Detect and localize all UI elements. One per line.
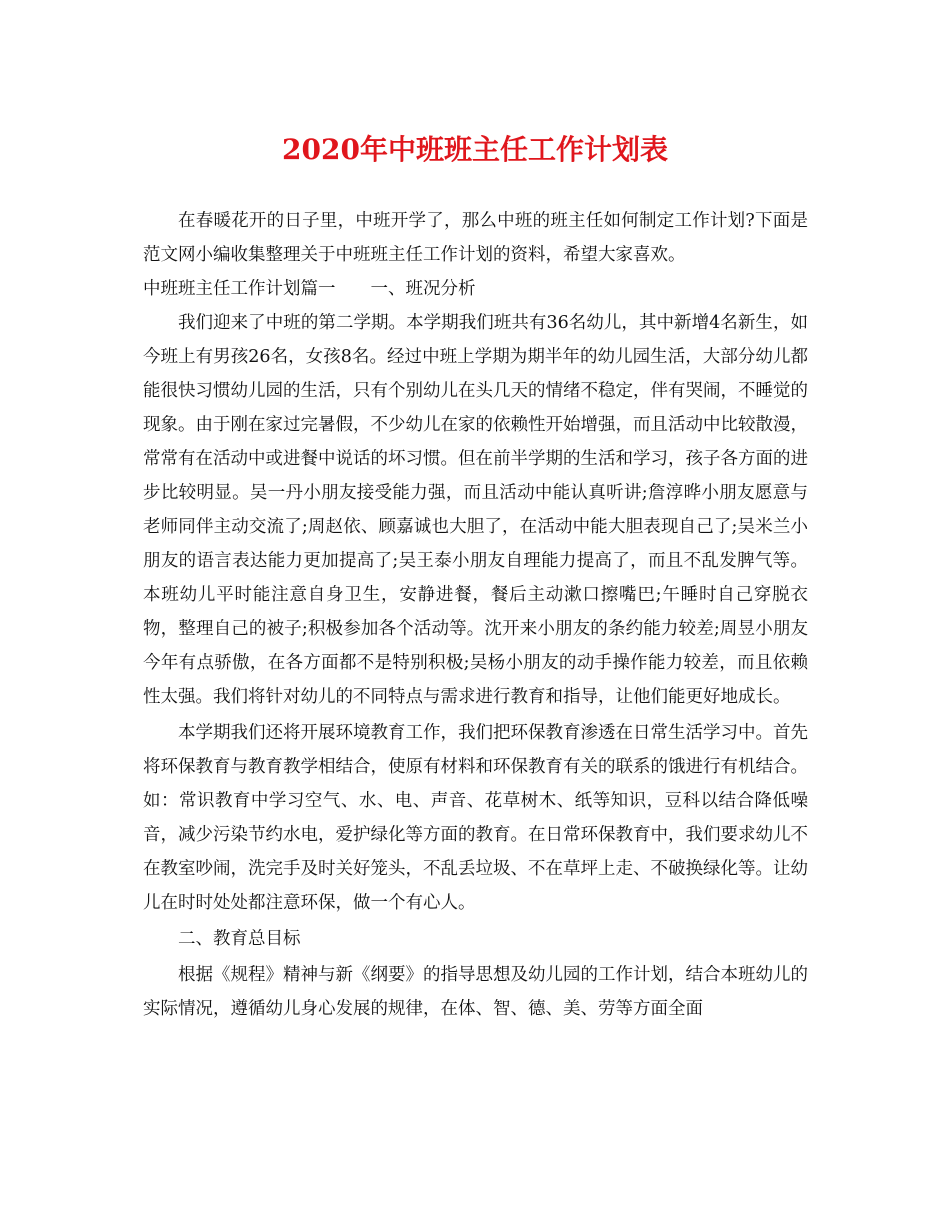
section-heading-education-goals: 二、教育总目标	[178, 929, 301, 949]
education-goals-paragraph: 根据《规程》精神与新《纲要》的指导思想及幼儿园的工作计划，结合本班幼儿的实际情况，遵循幼儿身心发展的规律，在体、智、德、美、劳等方面全面	[143, 965, 808, 1019]
environment-education-paragraph: 本学期我们还将开展环境教育工作，我们把环保教育渗透在日常生活学习中。首先将环保教育与教育教学相结合，使原有材料和环保教育有关的联系的饿进行有机结合。如：常识教育中学习空气、水、电、声音、花草树木、纸等知识，豆科以结合降低噪音，减少污染节约水电，爱护绿化等方面的教育。在日常环保教育中，我们要求幼儿不在教室吵闹，洗完手及时关好笼头，不乱丢垃圾、不在草坪上走、不破换绿化等。让幼儿在时时处处都注意环保，做一个有心人。	[143, 723, 808, 913]
intro-paragraph: 在春暖花开的日子里，中班开学了，那么中班的班主任如何制定工作计划?下面是范文网小编收集整理关于中班班主任工作计划的资料，希望大家喜欢。	[143, 211, 808, 265]
section-heading-class-analysis: 中班班主任工作计划篇一 一、班况分析	[143, 279, 476, 299]
class-analysis-paragraph: 我们迎来了中班的第二学期。本学期我们班共有36名幼儿，其中新增4名新生，如今班上有男孩26名，女孩8名。经过中班上学期为期半年的幼儿园生活，大部分幼儿都能很快习惯幼儿园的生活，只有个别幼儿在头几天的情绪不稳定，伴有哭闹，不睡觉的现象。由于刚在家过完暑假，不少幼儿在家的依赖性开始增强，而且活动中比较散漫，常常有在活动中或进餐中说话的坏习惯。但在前半学期的生活和学习，孩子各方面的进步比较明显。吴一丹小朋友接受能力强，而且活动中能认真听讲;詹淳晔小朋友愿意与老师同伴主动交流了;周赵依、顾嘉诚也大胆了，在活动中能大胆表现自己了;吴米兰小朋友的语言表达能力更加提高了;吴王泰小朋友自理能力提高了，而且不乱发脾气等。本班幼儿平时能注意自身卫生，安静进餐，餐后主动漱口擦嘴巴;午睡时自己穿脱衣物，整理自己的被子;积极参加各个活动等。沈开来小朋友的条约能力较差;周昱小朋友今年有点骄傲，在各方面都不是特别积极;吴杨小朋友的动手操作能力较差，而且依赖性太强。我们将针对幼儿的不同特点与需求进行教育和指导，让他们能更好地成长。	[143, 313, 808, 707]
document-body	[143, 204, 808, 1026]
document-title: 2020年中班班主任工作计划表	[282, 133, 668, 166]
